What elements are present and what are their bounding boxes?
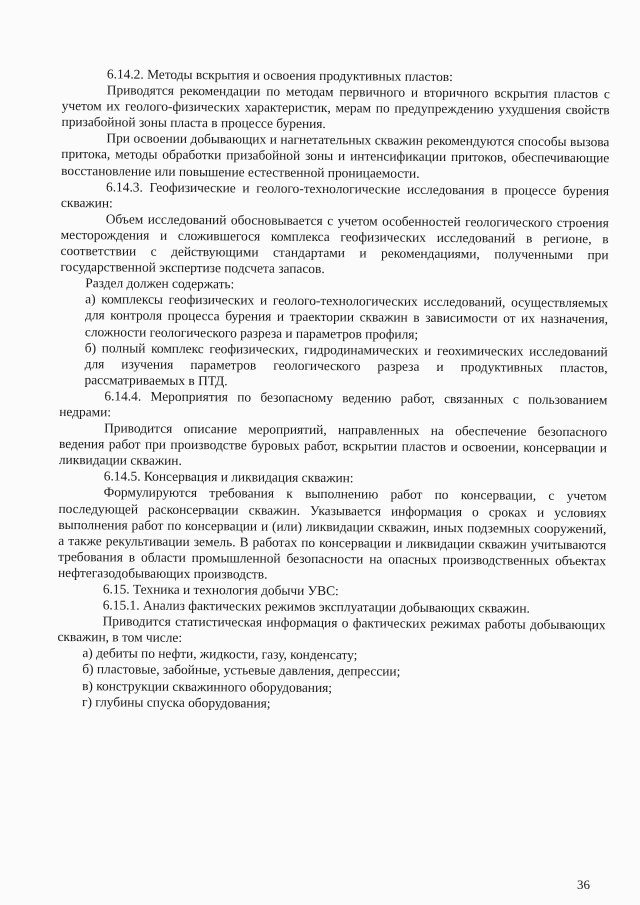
paragraph-opening-recommendations: Приводятся рекомендации по методам первичного и вторичного вскрытия пластов с учетом их геолого-физических характеристик, мерам по предупреждению ухудшения свойств призабойной зоны пласта в процессе бурения. [61,82,610,132]
section-heading-6-14-5: 6.14.5. Консервация и ликвидация скважин: [103,468,354,486]
paragraph-section-contents: Раздел должен содержать: [85,275,235,292]
document-body [57,66,610,714]
list-item-b-full-complex: б) полный комплекс геофизических, гидродинамических и геохимических исследований для изучения параметров геологического разреза и продуктивных пластов, рассматриваемых в ПТД. [84,339,608,389]
list-item-c-equipment-design: в) конструкции скважинного оборудования; [82,677,333,695]
section-heading-6-14-4: 6.14.4. Мероприятия по безопасному ведению работ, связанных с пользованием недрами: [59,388,608,420]
list-item-b-pressures: б) пластовые, забойные, устьевые давления, депрессии; [82,661,401,680]
section-heading-6-14-2: 6.14.2. Методы вскрытия и освоения продуктивных пластов: [106,66,453,85]
section-heading-6-14-3: 6.14.3. Геофизические и геолого-технологические исследования в процессе бурения скважин: [60,179,610,211]
section-heading-6-15: 6.15. Техника и технология добычи УВС: [102,581,339,599]
section-heading-6-15-1: 6.15.1. Анализ фактических режимов эксплуатации добывающих скважин. [102,597,530,616]
paragraph-statistics-intro: Приводится статистическая информация о фактических режимах работы добывающих скважин, в том числе: [57,613,606,646]
list-item-a-flow-rates: а) дебиты по нефти, жидкости, газу, конденсату; [82,645,358,663]
paragraph-research-scope: Объем исследований обосновывается с учетом особенностей геологического строения месторождения и сложившегося комплекса геофизических исследований в регионе, в соответствии с действующими стандартами и рекомендациями, полученными при государственной экспертизе подсчета запасов. [60,211,609,277]
list-item-a-geophysical-complexes: а) комплексы геофизических и геолого-технологических исследований, осуществляемых для контроля процесса бурения и траектории скважин в зависимости от их назначения, сложности геологического разреза и параметров профиля; [84,291,609,342]
paragraph-safety-measures: Приводится описание мероприятий, направленных на обеспечение безопасного ведения работ при производстве буровых работ, вскрытии пластов и освоении, консервации и ликвидации скважин. [58,420,608,469]
page-number: 36 [577,877,590,892]
list-item-d-run-depths: г) глубины спуска оборудования; [81,693,271,711]
paragraph-well-development: При освоении добывающих и нагнетательных скважин рекомендуются способы вызова притока, методы обработки призабойной зоны и интенсификации притоков, обеспечивающие восстановление или повышение естественной проницаемости. [61,130,610,181]
paragraph-conservation-requirements: Формулируются требования к выполнению работ по консервации, с учетом последующей расконсервации скважин. Указывается информация о сроках и условиях выполнения работ по консервации и (или) ликвидации скважин, иных подземных сооружений, а также рекультивации земель. В работах по консервации и ликвидации скважин учитываются требования в области промышленной безопасности на опасных производственных объектах нефтегазодобывающих производств. [57,484,607,582]
